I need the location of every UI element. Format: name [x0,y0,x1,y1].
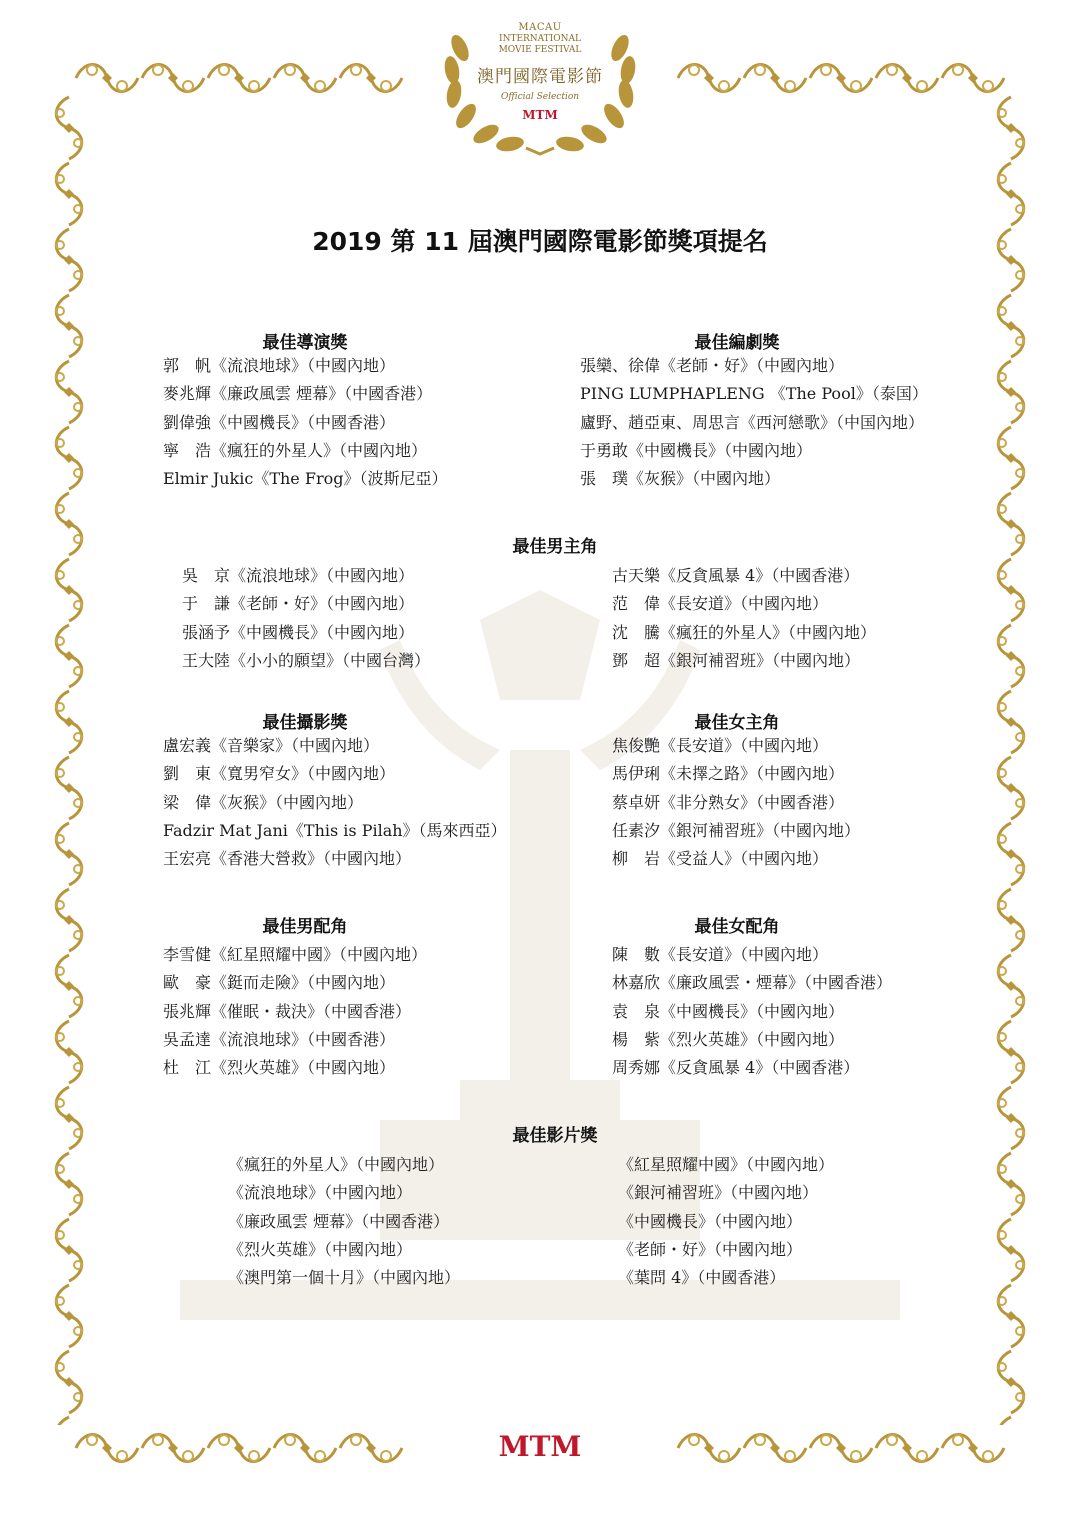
list-item: 《廉政風雲 煙幕》（中國香港） [228,1211,450,1231]
best-screenplay-list [580,352,928,493]
list-item: 盧宏義《音樂家》（中國內地） [163,736,380,755]
best-director-list [163,352,447,493]
best-cinematography-list [163,732,507,873]
list-item: 林嘉欣《廉政風雲・煙幕》（中國香港） [612,973,893,993]
best-actor-list-left [182,562,430,675]
list-item: 馬伊琍《未擇之路》（中國內地） [612,764,845,784]
best-film-list-right [618,1151,834,1292]
list-item: 梁 偉《灰猴》（中國內地） [163,792,364,812]
list-item: 麥兆輝《廉政風雲 煙幕》（中國香港） [163,384,433,404]
list-item: 《紅星照耀中國》（中國內地） [618,1155,835,1174]
best-supporting-actress-list [612,941,892,1082]
list-item: 張涵予《中國機長》（中國內地） [182,622,415,642]
list-item: 周秀娜《反貪風暴 4》（中國香港） [612,1058,860,1078]
seal-line-mtm: MTM [522,108,558,122]
best-actor-list-right [612,562,876,675]
list-item: 鄧 超《銀河補習班》（中國內地） [612,650,861,670]
ornamental-border-bottom-right [676,1426,1006,1470]
list-item: 于 謙《老師・好》（中國內地） [182,594,415,614]
ornamental-border-left [46,95,92,1425]
list-item: 吳 京《流浪地球》（中國內地） [182,566,415,585]
list-item: 焦俊艷《長安道》（中國內地） [612,736,829,755]
list-item: 杜 江《烈火英雄》（中國內地） [163,1058,396,1078]
list-item: 吳孟達《流浪地球》（中國香港） [163,1029,396,1049]
seal-line-official-selection: Official Selection [500,92,580,102]
list-item: 張 璞《灰猴》（中國內地） [580,469,781,489]
best-supporting-actor-list [163,941,427,1082]
list-item: 《流浪地球》（中國內地） [228,1183,413,1203]
list-item: 李雪健《紅星照耀中國》（中國內地） [163,945,428,964]
list-item: Elmir Jukic《The Frog》（波斯尼亞） [163,469,448,489]
list-item: 楊 紫《烈火英雄》（中國內地） [612,1029,845,1049]
ornamental-border-bottom-left [74,1426,404,1470]
category-best-screenplay: 最佳編劇獎 [694,333,780,353]
list-item: 張兆輝《催眠・裁決》（中國香港） [163,1001,412,1021]
page-title: 2019 第 11 屆澳門國際電影節獎項提名 [312,227,768,256]
seal-line-international: INTERNATIONAL [499,34,581,44]
list-item: 柳 岩《受益人》（中國內地） [612,849,829,869]
seal-line-macau: MACAU [518,22,562,33]
category-best-supporting-actress: 最佳女配角 [694,917,780,937]
seal-line-movie-festival: MOVIE FESTIVAL [498,45,582,55]
list-item: 《老師・好》（中國內地） [618,1239,803,1259]
list-item: Fadzir Mat Jani《This is Pilah》（馬來西亞） [163,820,507,840]
list-item: 《烈火英雄》（中國內地） [228,1239,413,1259]
list-item: 郭 帆《流浪地球》（中國內地） [163,356,396,375]
category-best-supporting-actor: 最佳男配角 [262,917,348,937]
best-film-list-left [228,1151,460,1292]
list-item: 寧 浩《瘋狂的外星人》（中國內地） [163,440,428,460]
list-item: 沈 騰《瘋狂的外星人》（中國內地） [612,622,877,642]
list-item: 歐 豪《鋌而走險》（中國內地） [163,973,396,993]
ornamental-border-top-right [676,56,1006,100]
category-best-actress: 最佳女主角 [694,713,780,733]
category-best-film: 最佳影片獎 [512,1126,598,1146]
list-item: 劉 東《寬男窄女》（中國內地） [163,764,396,784]
list-item: 陳 數《長安道》（中國內地） [612,945,829,964]
category-best-cinematography: 最佳攝影獎 [262,713,348,733]
list-item: 《瘋狂的外星人》（中國內地） [228,1155,445,1174]
list-item: 古天樂《反貪風暴 4》（中國香港） [612,566,860,585]
category-best-actor: 最佳男主角 [512,537,598,557]
list-item: 任素汐《銀河補習班》（中國內地） [612,820,861,840]
best-actress-list [612,732,860,873]
category-best-director: 最佳導演獎 [262,333,348,353]
list-item: 張欒、徐偉《老師・好》（中國內地） [580,356,845,375]
list-item: 《葉問 4》（中國香港） [618,1268,786,1288]
list-item: 王宏亮《香港大營救》（中國內地） [163,849,412,869]
list-item: 王大陸《小小的願望》（中國台灣） [182,650,431,670]
list-item: 范 偉《長安道》（中國內地） [612,594,829,614]
ornamental-border-right [988,95,1034,1425]
ornamental-border-top-left [74,56,404,100]
list-item: 《中國機長》（中國內地） [618,1211,803,1231]
list-item: 蔡卓妍《非分熟女》（中國香港） [612,792,845,812]
list-item: 袁 泉《中國機長》（中國內地） [612,1001,845,1021]
list-item: 《澳門第一個十月》（中國內地） [228,1268,461,1288]
list-item: 于勇敢《中國機長》（中國內地） [580,440,813,460]
list-item: PING LUMPHAPLENG 《The Pool》（泰国） [580,384,928,404]
list-item: 《銀河補習班》（中國內地） [618,1183,819,1203]
list-item: 劉偉強《中國機長》（中國香港） [163,412,396,432]
seal-line-chinese-name: 澳門國際電影節 [477,67,603,87]
list-item: 廬野、趙亞東、周思言《西河戀歌》（中国內地） [580,412,925,432]
mtm-logo: MTM [498,1430,582,1463]
